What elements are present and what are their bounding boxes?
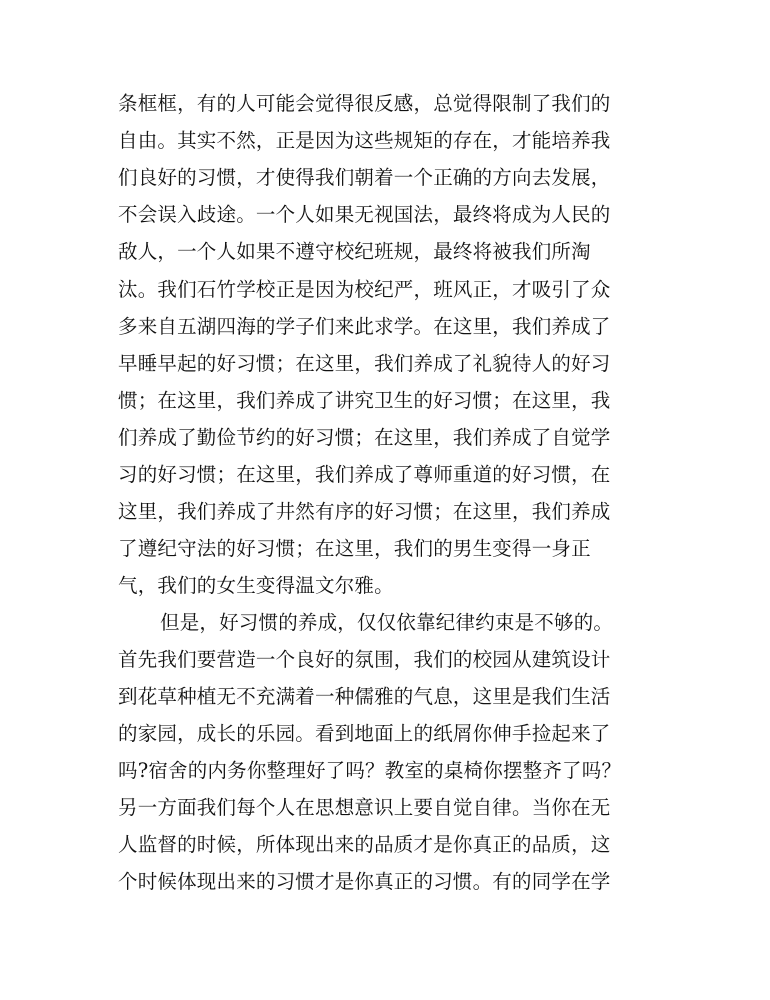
text-line: 惯；在这里，我们养成了讲究卫生的好习惯；在这里，我 xyxy=(118,389,611,412)
text-line: 敌人，一个人如果不遵守校纪班规，最终将被我们所淘 xyxy=(118,240,591,263)
text-line: 汰。我们石竹学校正是因为校纪严，班风正，才吸引了众 xyxy=(118,278,611,301)
text-line: 多来自五湖四海的学子们来此求学。在这里，我们养成了 xyxy=(118,315,611,338)
text-line: 人监督的时候，所体现出来的品质才是你真正的品质，这 xyxy=(118,833,611,856)
paragraph-first-line: 但是，好习惯的养成，仅仅依靠纪律约束是不够的。 xyxy=(160,611,614,634)
text-line: 吗?宿舍的内务你整理好了吗？教室的桌椅你摆整齐了吗？ xyxy=(118,759,622,782)
text-line: 首先我们要营造一个良好的氛围，我们的校园从建筑设计 xyxy=(118,648,611,671)
text-line: 的家园，成长的乐园。看到地面上的纸屑你伸手捡起来了 xyxy=(118,722,611,745)
text-line: 另一方面我们每个人在思想意识上要自觉自律。当你在无 xyxy=(118,796,611,819)
text-line: 不会误入歧途。一个人如果无视国法，最终将成为人民的 xyxy=(118,203,611,226)
text-line: 条框框，有的人可能会觉得很反感，总觉得限制了我们的 xyxy=(118,92,611,115)
text-line: 个时候体现出来的习惯才是你真正的习惯。有的同学在学 xyxy=(118,870,611,893)
text-line: 自由。其实不然，正是因为这些规矩的存在，才能培养我 xyxy=(118,129,611,152)
text-line: 早睡早起的好习惯；在这里，我们养成了礼貌待人的好习 xyxy=(118,352,611,375)
text-line: 到花草种植无不充满着一种儒雅的气息，这里是我们生活 xyxy=(118,685,611,708)
text-line: 了遵纪守法的好习惯；在这里，我们的男生变得一身正 xyxy=(118,537,591,560)
text-line: 们良好的习惯，才使得我们朝着一个正确的方向去发展， xyxy=(118,166,611,189)
text-line: 们养成了勤俭节约的好习惯；在这里，我们养成了自觉学 xyxy=(118,426,611,449)
text-line: 这里，我们养成了井然有序的好习惯；在这里，我们养成 xyxy=(118,500,611,523)
text-line: 习的好习惯；在这里，我们养成了尊师重道的好习惯，在 xyxy=(118,463,611,486)
text-line: 气，我们的女生变得温文尔雅。 xyxy=(118,574,394,597)
